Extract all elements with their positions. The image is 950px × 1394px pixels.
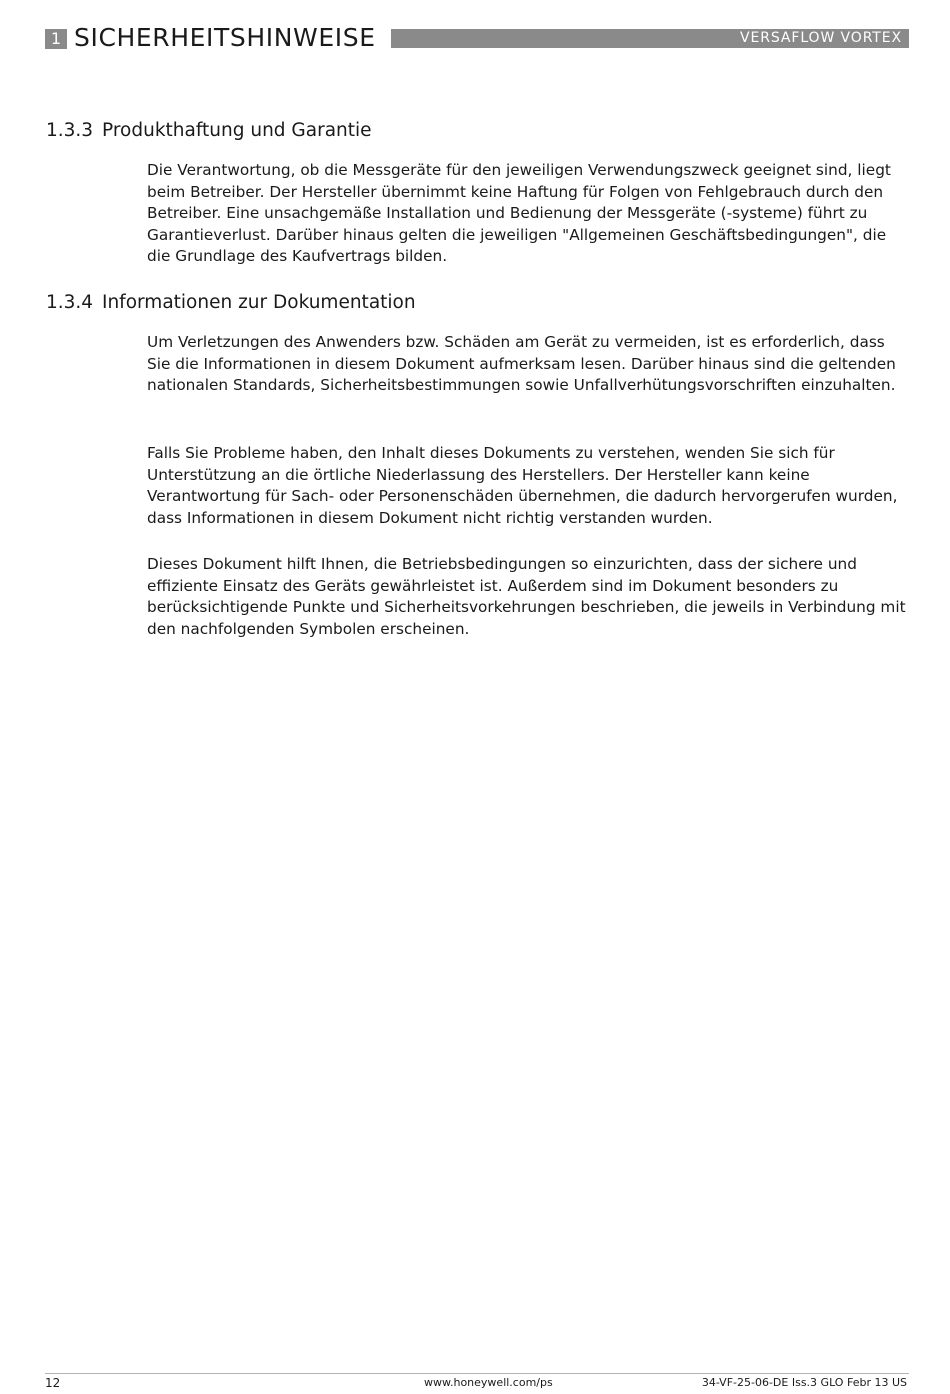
page-header <box>45 22 909 54</box>
product-name: VERSAFLOW VORTEX <box>740 30 902 46</box>
paragraph: Falls Sie Probleme haben, den Inhalt dieses Dokuments zu verstehen, wenden Sie sich für Unterstützung an die örtliche Niederlassung des Herstellers. Der Hersteller kann keine Verantwortung für Sach- oder Personenschäden übernehmen, die dadurch hervorgerufen wurden, dass Informationen in diesem Dokument nicht richtig verstanden wurden. <box>147 444 898 527</box>
paragraph: Dieses Dokument hilft Ihnen, die Betriebsbedingungen so einzurichten, dass der sichere und effiziente Einsatz des Geräts gewährleistet ist. Außerdem sind im Dokument besonders zu berücksichtigende Punkte und Sicherheitsvorkehrungen beschrieben, die jeweils in Verbindung mit den nachfolgenden Symbolen erscheinen. <box>147 555 906 638</box>
chapter-title: SICHERHEITSHINWEISE <box>74 23 376 52</box>
paragraph: Um Verletzungen des Anwenders bzw. Schäden am Gerät zu vermeiden, ist es erforderlich, dass Sie die Informationen in diesem Dokument aufmerksam lesen. Darüber hinaus sind die geltenden nationalen Standards, Sicherheitsbestimmungen sowie Unfallverhütungsvorschriften einzuhalten. <box>147 333 896 394</box>
chapter-number-badge: 1 <box>45 29 67 49</box>
footer-url-link[interactable]: www.honeywell.com/ps <box>424 1376 553 1389</box>
footer-divider <box>45 1373 909 1374</box>
section-heading-1-3-4 <box>46 291 416 315</box>
section-number: 1.3.4 <box>46 292 94 313</box>
product-bar <box>391 29 909 48</box>
page-number: 12 <box>45 1376 61 1390</box>
document-id: 34-VF-25-06-DE Iss.3 GLO Febr 13 US <box>701 1376 907 1389</box>
section-title: Informationen zur Dokumentation <box>102 292 416 313</box>
section-title: Produkthaftung und Garantie <box>102 120 372 141</box>
section-heading-1-3-3 <box>46 119 372 143</box>
paragraph: Die Verantwortung, ob die Messgeräte für den jeweiligen Verwendungszweck geeignet sind, liegt beim Betreiber. Der Hersteller übernimmt keine Haftung für Folgen von Fehlgebrauch durch den Betreiber. Eine unsachgemäße Installation und Bedienung der Messgeräte (-systeme) führt zu Garantieverlust. Darüber hinaus gelten die jeweiligen "Allgemeinen Geschäftsbedingungen", die die Grundlage des Kaufvertrags bilden. <box>147 161 891 265</box>
section-number: 1.3.3 <box>46 120 94 141</box>
